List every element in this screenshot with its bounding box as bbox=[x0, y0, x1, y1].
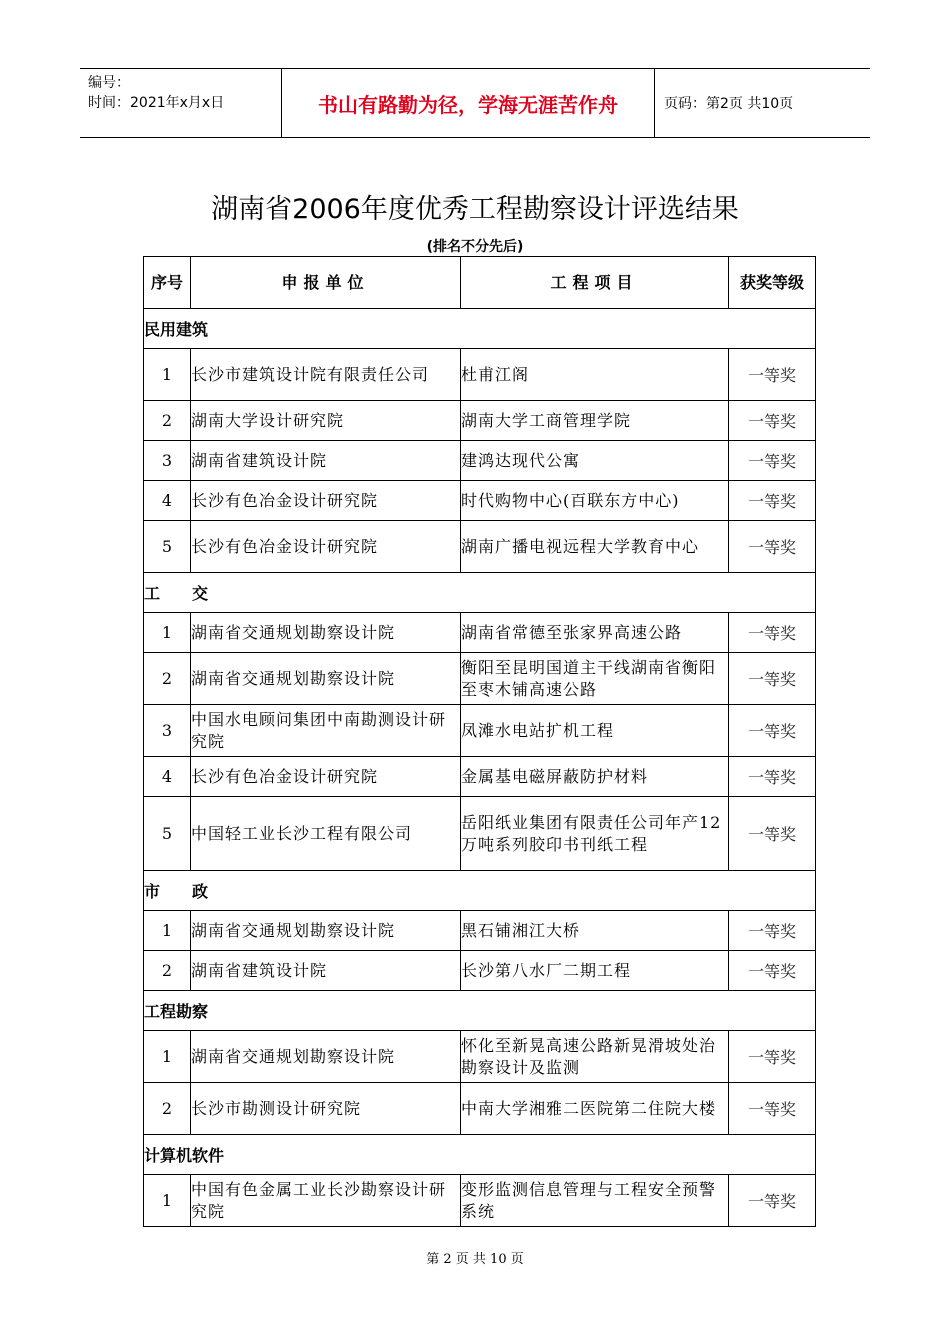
table-row bbox=[144, 521, 816, 573]
row-project: 金属基电磁屏蔽防护材料 bbox=[461, 757, 729, 797]
category-row bbox=[144, 991, 816, 1031]
category-row bbox=[144, 573, 816, 613]
row-project: 湖南大学工商管理学院 bbox=[461, 401, 729, 441]
category-label: 工程勘察 bbox=[144, 991, 816, 1031]
category-row bbox=[144, 871, 816, 911]
table-row bbox=[144, 653, 816, 705]
row-unit: 中国有色金属工业长沙勘察设计研究院 bbox=[191, 1175, 461, 1227]
table-row bbox=[144, 613, 816, 653]
header-page-info: 页码：第2页 共10页 bbox=[664, 96, 794, 112]
table-row bbox=[144, 757, 816, 797]
row-award: 一等奖 bbox=[729, 481, 816, 521]
category-label: 计算机软件 bbox=[144, 1135, 816, 1175]
row-unit: 长沙市建筑设计院有限责任公司 bbox=[191, 349, 461, 401]
header-number: 编号： bbox=[88, 75, 130, 91]
table-header-row bbox=[144, 257, 816, 309]
header-meta bbox=[80, 69, 282, 137]
row-seq: 5 bbox=[144, 797, 191, 871]
page-header bbox=[80, 68, 870, 138]
row-project: 衡阳至昆明国道主干线湖南省衡阳至枣木铺高速公路 bbox=[461, 653, 729, 705]
row-project: 湖南省常德至张家界高速公路 bbox=[461, 613, 729, 653]
row-seq: 4 bbox=[144, 757, 191, 797]
page-footer: 第 2 页 共 10 页 bbox=[426, 1252, 524, 1267]
row-seq: 3 bbox=[144, 441, 191, 481]
row-seq: 4 bbox=[144, 481, 191, 521]
row-award: 一等奖 bbox=[729, 1031, 816, 1083]
row-project: 岳阳纸业集团有限责任公司年产12万吨系列胶印书刊纸工程 bbox=[461, 797, 729, 871]
row-award: 一等奖 bbox=[729, 911, 816, 951]
row-unit: 长沙有色冶金设计研究院 bbox=[191, 757, 461, 797]
row-award: 一等奖 bbox=[729, 401, 816, 441]
row-unit: 湖南省建筑设计院 bbox=[191, 951, 461, 991]
row-unit: 湖南省交通规划勘察设计院 bbox=[191, 653, 461, 705]
row-unit: 湖南省交通规划勘察设计院 bbox=[191, 911, 461, 951]
table-row bbox=[144, 951, 816, 991]
row-project: 时代购物中心(百联东方中心) bbox=[461, 481, 729, 521]
row-award: 一等奖 bbox=[729, 757, 816, 797]
table-row bbox=[144, 481, 816, 521]
row-award: 一等奖 bbox=[729, 951, 816, 991]
row-seq: 2 bbox=[144, 653, 191, 705]
row-unit: 湖南大学设计研究院 bbox=[191, 401, 461, 441]
table-row bbox=[144, 401, 816, 441]
awards-table-body bbox=[144, 309, 816, 1227]
header-time: 时间：2021年x月x日 bbox=[88, 95, 225, 111]
document-title: 湖南省2006年度优秀工程勘察设计评选结果 bbox=[211, 194, 739, 225]
row-award: 一等奖 bbox=[729, 1175, 816, 1227]
row-unit: 湖南省建筑设计院 bbox=[191, 441, 461, 481]
category-row bbox=[144, 309, 816, 349]
row-seq: 1 bbox=[144, 1175, 191, 1227]
row-award: 一等奖 bbox=[729, 613, 816, 653]
table-row bbox=[144, 1031, 816, 1083]
row-award: 一等奖 bbox=[729, 653, 816, 705]
table-row bbox=[144, 349, 816, 401]
awards-table bbox=[143, 256, 816, 1227]
row-project: 长沙第八水厂二期工程 bbox=[461, 951, 729, 991]
row-project: 湖南广播电视远程大学教育中心 bbox=[461, 521, 729, 573]
header-award: 获奖等级 bbox=[729, 257, 816, 309]
row-unit: 中国水电顾问集团中南勘测设计研究院 bbox=[191, 705, 461, 757]
category-label: 市 政 bbox=[144, 871, 816, 911]
table-row bbox=[144, 911, 816, 951]
row-award: 一等奖 bbox=[729, 521, 816, 573]
header-project: 工程项目 bbox=[461, 257, 729, 309]
category-label: 民用建筑 bbox=[144, 309, 816, 349]
row-seq: 3 bbox=[144, 705, 191, 757]
table-row bbox=[144, 797, 816, 871]
row-seq: 1 bbox=[144, 613, 191, 653]
row-unit: 长沙有色冶金设计研究院 bbox=[191, 481, 461, 521]
row-project: 怀化至新晃高速公路新晃滑坡处治勘察设计及监测 bbox=[461, 1031, 729, 1083]
header-unit: 申报单位 bbox=[191, 257, 461, 309]
row-seq: 2 bbox=[144, 1083, 191, 1135]
table-row bbox=[144, 1083, 816, 1135]
row-project: 建鸿达现代公寓 bbox=[461, 441, 729, 481]
row-seq: 2 bbox=[144, 951, 191, 991]
table-row bbox=[144, 441, 816, 481]
header-motto: 书山有路勤为径，学海无涯苦作舟 bbox=[282, 69, 655, 137]
row-unit: 长沙市勘测设计研究院 bbox=[191, 1083, 461, 1135]
row-project: 杜甫江阁 bbox=[461, 349, 729, 401]
category-row bbox=[144, 1135, 816, 1175]
row-seq: 1 bbox=[144, 349, 191, 401]
row-project: 黑石铺湘江大桥 bbox=[461, 911, 729, 951]
row-seq: 2 bbox=[144, 401, 191, 441]
row-seq: 1 bbox=[144, 911, 191, 951]
row-award: 一等奖 bbox=[729, 1083, 816, 1135]
row-award: 一等奖 bbox=[729, 441, 816, 481]
row-project: 中南大学湘雅二医院第二住院大楼 bbox=[461, 1083, 729, 1135]
category-label: 工 交 bbox=[144, 573, 816, 613]
row-project: 凤滩水电站扩机工程 bbox=[461, 705, 729, 757]
row-unit: 湖南省交通规划勘察设计院 bbox=[191, 1031, 461, 1083]
row-award: 一等奖 bbox=[729, 705, 816, 757]
table-row bbox=[144, 705, 816, 757]
row-seq: 1 bbox=[144, 1031, 191, 1083]
header-seq: 序号 bbox=[144, 257, 191, 309]
document-subtitle: (排名不分先后) bbox=[426, 239, 524, 255]
row-award: 一等奖 bbox=[729, 349, 816, 401]
row-seq: 5 bbox=[144, 521, 191, 573]
row-unit: 长沙有色冶金设计研究院 bbox=[191, 521, 461, 573]
row-award: 一等奖 bbox=[729, 797, 816, 871]
table-row bbox=[144, 1175, 816, 1227]
row-unit: 湖南省交通规划勘察设计院 bbox=[191, 613, 461, 653]
row-unit: 中国轻工业长沙工程有限公司 bbox=[191, 797, 461, 871]
row-project: 变形监测信息管理与工程安全预警系统 bbox=[461, 1175, 729, 1227]
